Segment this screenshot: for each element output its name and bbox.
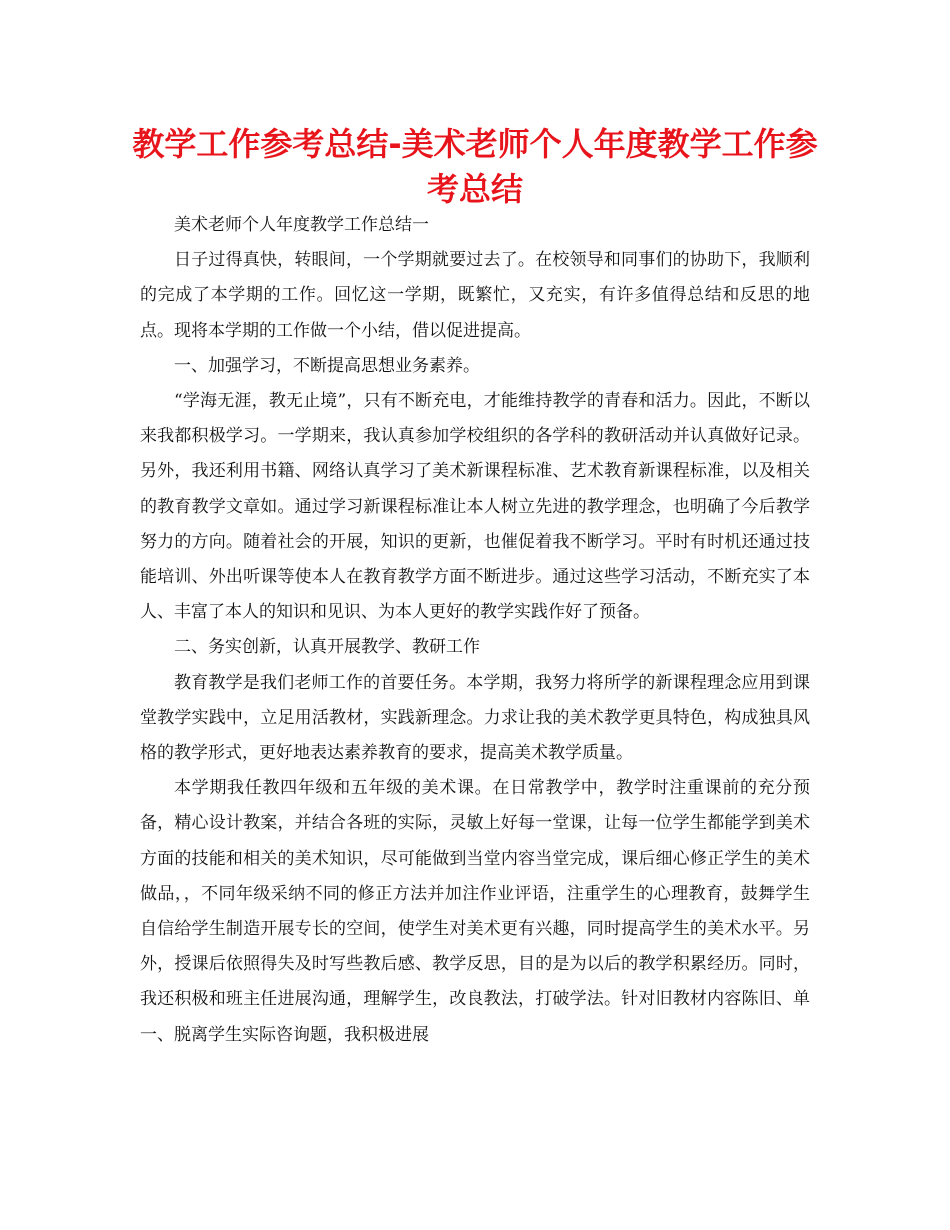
teaching-paragraph: 教育教学是我们老师工作的首要任务。本学期，我努力将所学的新课程理念应用到课堂教学实践中，立足用活教材，实践新理念。力求让我的美术教学更具特色，构成独具风格的教学形式，更好地表达素养教育的要求，提高美术教学质量。 <box>140 672 810 764</box>
document-title: 教学工作参考总结-美术老师个人年度教学工作参考总结 <box>132 125 818 208</box>
section-heading-1: 一、加强学习，不断提高思想业务素养。 <box>174 355 480 376</box>
section-heading-2: 二、务实创新，认真开展教学、教研工作 <box>174 637 480 658</box>
intro-paragraph: 日子过得真快，转眼间，一个学期就要过去了。在校领导和同事们的协助下，我顺利的完成了本学期的工作。回忆这一学期，既繁忙，又充实，有许多值得总结和反思的地点。现将本学期的工作做一个小结，借以促进提高。 <box>140 250 810 341</box>
document-body <box>140 208 810 1053</box>
study-paragraph: “学海无涯，教无止境”，只有不断充电，才能维持教学的青春和活力。因此，不断以来我都积极学习。一学期来，我认真参加学校组织的各学科的教研活动并认真做好记录。另外，我还利用书籍、网络认真学习了美术新课程标准、艺术教育新课程标准，以及相关的教育教学文章如。通过学习新课程标准让本人树立先进的教学理念，也明确了今后教学努力的方向。随着社会的开展，知识的更新，也催促着我不断学习。平时有时机还通过技能培训、外出听课等使本人在教育教学方面不断进步。通过这些学习活动，不断充实了本人、丰富了本人的知识和见识、为本人更好的教学实践作好了预备。 <box>140 391 810 623</box>
section-subtitle: 美术老师个人年度教学工作总结一 <box>174 215 429 235</box>
classes-paragraph: 本学期我任教四年级和五年级的美术课。在日常教学中，教学时注重课前的充分预备，精心设计教案，并结合各班的实际，灵敏上好每一堂课，让每一位学生都能学到美术方面的技能和相关的美术知识，尽可能做到当堂内容当堂完成，课后细心修正学生的美术做品，，不同年级采纳不同的修正方法并加注作业评语，注重学生的心理教育，鼓舞学生自信给学生制造开展专长的空间，使学生对美术更有兴趣，同时提高学生的美术水平。另外，授课后依照得失及时写些教后感、教学反思，目的是为以后的教学积累经历。同时，我还积极和班主任进展沟通，理解学生，改良教法，打破学法。针对旧教材内容陈旧、单一、脱离学生实际咨询题，我积极进展 <box>140 778 810 1045</box>
